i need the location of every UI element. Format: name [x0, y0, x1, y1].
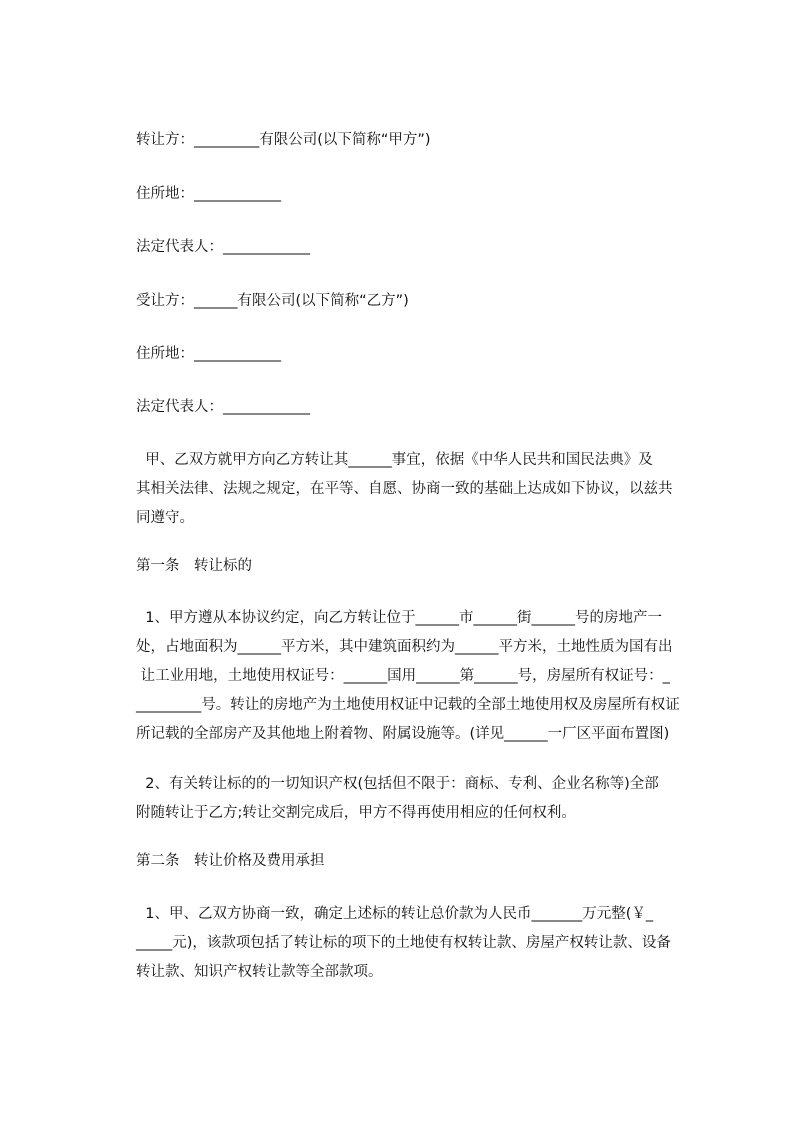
transferor-address-line: 住所地：____________	[136, 186, 281, 202]
article-1-clause-2	[136, 770, 716, 828]
transferee-line: 受让方：______有限公司(以下简称“乙方”)	[136, 293, 409, 309]
preamble-line: 同遵守。	[136, 510, 194, 526]
transferor-line: 转让方：_________有限公司(以下简称“甲方”)	[136, 132, 431, 148]
preamble-line: 甲、乙双方就甲方向乙方转让其______事宜，依据《中华人民共和国民法典》及	[136, 452, 653, 468]
clause-line: 附随转让于乙方;转让交割完成后，甲方不得再使用相应的任何权利。	[136, 805, 576, 821]
article-1-clause-1	[136, 604, 716, 749]
transferor-representative-line: 法定代表人：____________	[136, 239, 310, 255]
preamble-line: 其相关法律、法规之规定，在平等、自愿、协商一致的基础上达成如下协议，以兹共	[136, 481, 673, 497]
clause-line: _________号。转让的房地产为土地使用权证中记载的全部土地使用权及房屋所有权证	[136, 697, 680, 713]
clause-line: _____元)，该款项包括了转让标的项下的土地使有权转让款、房屋产权转让款、设备	[136, 935, 671, 951]
preamble-paragraph	[136, 446, 716, 533]
clause-line: 转让款、知识产权转让款等全部款项。	[136, 964, 383, 980]
clause-line: 1、甲方遵从本协议约定，向乙方转让位于______市______街______号的房地产一	[136, 610, 662, 626]
clause-line: 让工业用地，土地使用权证号：______国用______第______号，房屋所有权证号：_	[136, 668, 670, 684]
clause-line: 所记载的全部房产及其他地上附着物、附属设施等。(详见______一厂区平面布置图)	[136, 726, 670, 742]
transferee-representative-line: 法定代表人：____________	[136, 399, 310, 415]
transferee-address-line: 住所地：____________	[136, 346, 281, 362]
clause-line: 处，占地面积为______平方米，其中建筑面积约为______平方米，土地性质为国有出	[136, 639, 673, 655]
clause-line: 2、有关转让标的的一切知识产权(包括但不限于：商标、专利、企业名称等)全部	[136, 776, 659, 792]
article-2-title: 第二条 转让价格及费用承担	[136, 853, 325, 869]
article-1-title: 第一条 转让标的	[136, 558, 252, 574]
article-2-clause-1	[136, 900, 716, 987]
clause-line: 1、甲、乙双方协商一致，确定上述标的转让总价款为人民币_______万元整(￥_	[136, 906, 654, 922]
